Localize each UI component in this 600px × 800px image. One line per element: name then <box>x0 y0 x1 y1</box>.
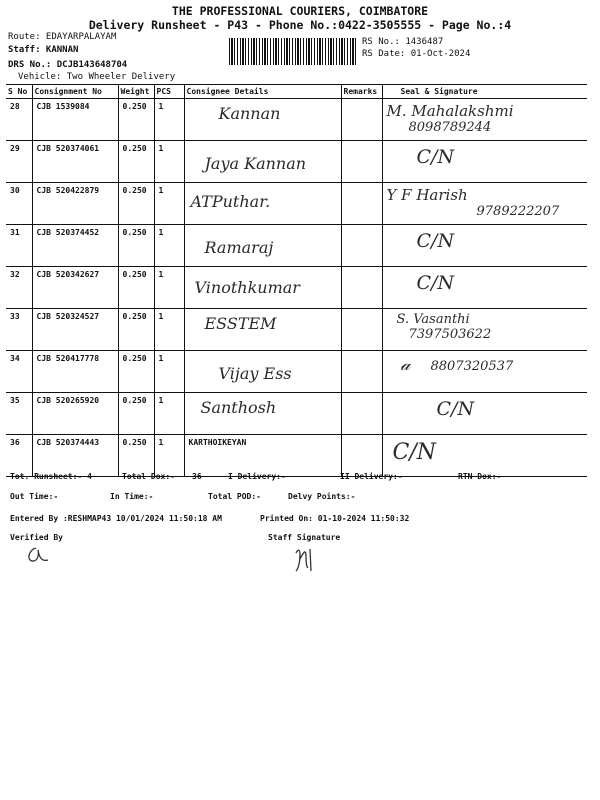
col-header-signature: Seal & Signature <box>382 85 587 99</box>
signature-phone: 8098789244 <box>408 120 492 135</box>
cell-weight: 0.250 <box>118 435 154 477</box>
cell-consignee <box>184 351 341 393</box>
cell-sno: 28 <box>6 99 32 141</box>
cell-consignment: CJB 520374452 <box>32 225 118 267</box>
cell-remarks <box>341 267 382 309</box>
cell-sno: 34 <box>6 351 32 393</box>
cell-sno: 33 <box>6 309 32 351</box>
table-row <box>6 309 587 351</box>
cell-remarks <box>341 225 382 267</box>
cell-weight: 0.250 <box>118 183 154 225</box>
consignee-handwriting: ATPuthar. <box>190 192 271 211</box>
rtn-dox: RTN Dox:- <box>458 472 502 481</box>
cell-weight: 0.250 <box>118 99 154 141</box>
route-label: Route: EDAYARPALAYAM <box>8 32 117 42</box>
cell-consignee <box>184 393 341 435</box>
cell-signature <box>382 225 587 267</box>
delvy-points: Delvy Points:- <box>288 492 356 501</box>
signature-phone: 7397503622 <box>408 327 492 342</box>
cell-consignment: CJB 520324527 <box>32 309 118 351</box>
verified-signature-mark <box>24 544 52 566</box>
signature-name: S. Vasanthi <box>396 312 470 327</box>
signature-cn: C/N <box>436 398 475 420</box>
consignee-handwriting: Kannan <box>218 104 281 123</box>
cell-pcs: 1 <box>154 141 184 183</box>
cell-pcs: 1 <box>154 435 184 477</box>
cell-consignee <box>184 141 341 183</box>
cell-consignee <box>184 99 341 141</box>
cell-pcs: 1 <box>154 267 184 309</box>
col-header-sno: S No <box>6 85 32 99</box>
consignee-handwriting: Vijay Ess <box>218 364 292 383</box>
table-row <box>6 225 587 267</box>
cell-signature <box>382 141 587 183</box>
cell-consignment: CJB 1539084 <box>32 99 118 141</box>
consignee-handwriting: Jaya Kannan <box>204 154 307 173</box>
signature-cn: C/N <box>416 230 455 252</box>
cell-consignment: CJB 520374061 <box>32 141 118 183</box>
cell-signature <box>382 183 587 225</box>
barcode-image <box>229 38 356 65</box>
cell-signature <box>382 267 587 309</box>
table-row <box>6 393 587 435</box>
col-header-pcs: PCS <box>154 85 184 99</box>
cell-weight: 0.250 <box>118 225 154 267</box>
cell-remarks <box>341 183 382 225</box>
cell-weight: 0.250 <box>118 309 154 351</box>
cell-remarks <box>341 393 382 435</box>
consignee-name: KARTHOIKEYAN <box>188 438 247 447</box>
staff-label: Staff: KANNAN <box>8 45 79 55</box>
signature-cn: C/N <box>416 272 455 294</box>
col-header-weight: Weight <box>118 85 154 99</box>
cell-remarks <box>341 309 382 351</box>
rs-number: RS No.: 1436487 <box>362 37 444 47</box>
signature-phone: 9789222207 <box>476 204 560 219</box>
cell-signature <box>382 99 587 141</box>
table-row <box>6 435 587 477</box>
cell-consignee <box>184 225 341 267</box>
table-header-row <box>6 85 587 99</box>
total-dox-label: Total Dox:- <box>122 472 175 481</box>
consignee-handwriting: Ramaraj <box>204 238 274 257</box>
cell-consignee <box>184 267 341 309</box>
cell-weight: 0.250 <box>118 267 154 309</box>
signature-cn: C/N <box>416 146 455 168</box>
col-header-consignee: Consignee Details <box>184 85 341 99</box>
total-pod: Total POD:- <box>208 492 261 501</box>
cell-signature <box>382 351 587 393</box>
cell-consignee <box>184 435 341 477</box>
cell-consignment: CJB 520422879 <box>32 183 118 225</box>
cell-sno: 35 <box>6 393 32 435</box>
cell-pcs: 1 <box>154 99 184 141</box>
table-row <box>6 267 587 309</box>
rs-date: RS Date: 01-Oct-2024 <box>362 49 471 59</box>
in-time: In Time:- <box>110 492 154 501</box>
i-delivery: I Delivery:- <box>228 472 286 481</box>
vehicle-label: Vehicle: Two Wheeler Delivery <box>18 72 176 82</box>
cell-remarks <box>341 435 382 477</box>
cell-remarks <box>341 99 382 141</box>
staff-signature-label: Staff Signature <box>268 533 341 542</box>
cell-sno: 29 <box>6 141 32 183</box>
cell-pcs: 1 <box>154 225 184 267</box>
cell-weight: 0.250 <box>118 393 154 435</box>
table-row <box>6 183 587 225</box>
out-time: Out Time:- <box>10 492 59 501</box>
cell-pcs: 1 <box>154 183 184 225</box>
company-title: THE PROFESSIONAL COURIERS, COIMBATORE <box>171 4 429 18</box>
table-row <box>6 141 587 183</box>
printed-on: Printed On: 01-10-2024 11:50:32 <box>260 514 410 523</box>
cell-consignee <box>184 309 341 351</box>
cell-sno: 32 <box>6 267 32 309</box>
cell-signature <box>382 435 587 477</box>
col-header-consignment: Consignment No <box>32 85 118 99</box>
cell-consignment: CJB 520417778 <box>32 351 118 393</box>
table-row <box>6 351 587 393</box>
signature-name: M. Mahalakshmi <box>386 102 514 120</box>
cell-consignment: CJB 520265920 <box>32 393 118 435</box>
consignee-handwriting: Vinothkumar <box>194 278 300 297</box>
runsheet-table <box>6 84 587 477</box>
signature-phone: 8807320537 <box>430 359 514 374</box>
cell-sno: 31 <box>6 225 32 267</box>
cell-consignment: CJB 520342627 <box>32 267 118 309</box>
consignee-handwriting: ESSTEM <box>204 314 277 333</box>
runsheet-subtitle: Delivery Runsheet - P43 - Phone No.:0422-3505555 - Page No.:4 <box>88 18 512 32</box>
cell-weight: 0.250 <box>118 351 154 393</box>
signature-mark: 𝒶 <box>400 354 411 375</box>
cell-remarks <box>341 351 382 393</box>
signature-name: Y F Harish <box>386 186 468 204</box>
cell-signature <box>382 309 587 351</box>
drs-number: DRS No.: DCJB143648704 <box>8 60 128 70</box>
cell-pcs: 1 <box>154 351 184 393</box>
signature-cn: C/N <box>392 440 436 465</box>
total-dox-value: 36 <box>192 472 202 481</box>
tot-runsheet: Tot. Runsheet:- 4 <box>10 472 92 481</box>
cell-pcs: 1 <box>154 393 184 435</box>
cell-sno: 30 <box>6 183 32 225</box>
consignee-handwriting: Santhosh <box>200 398 277 417</box>
table-row <box>6 99 587 141</box>
staff-signature-mark <box>290 545 320 573</box>
cell-remarks <box>341 141 382 183</box>
ii-delivery: II Delivery:- <box>340 472 403 481</box>
entered-by: Entered By :RESHMAP43 10/01/2024 11:50:18 AM <box>10 514 222 523</box>
verified-by-label: Verified By <box>10 533 63 542</box>
cell-consignment: CJB 520374443 <box>32 435 118 477</box>
cell-signature <box>382 393 587 435</box>
cell-consignee <box>184 183 341 225</box>
cell-sno: 36 <box>6 435 32 477</box>
cell-weight: 0.250 <box>118 141 154 183</box>
col-header-remarks: Remarks <box>341 85 382 99</box>
cell-pcs: 1 <box>154 309 184 351</box>
